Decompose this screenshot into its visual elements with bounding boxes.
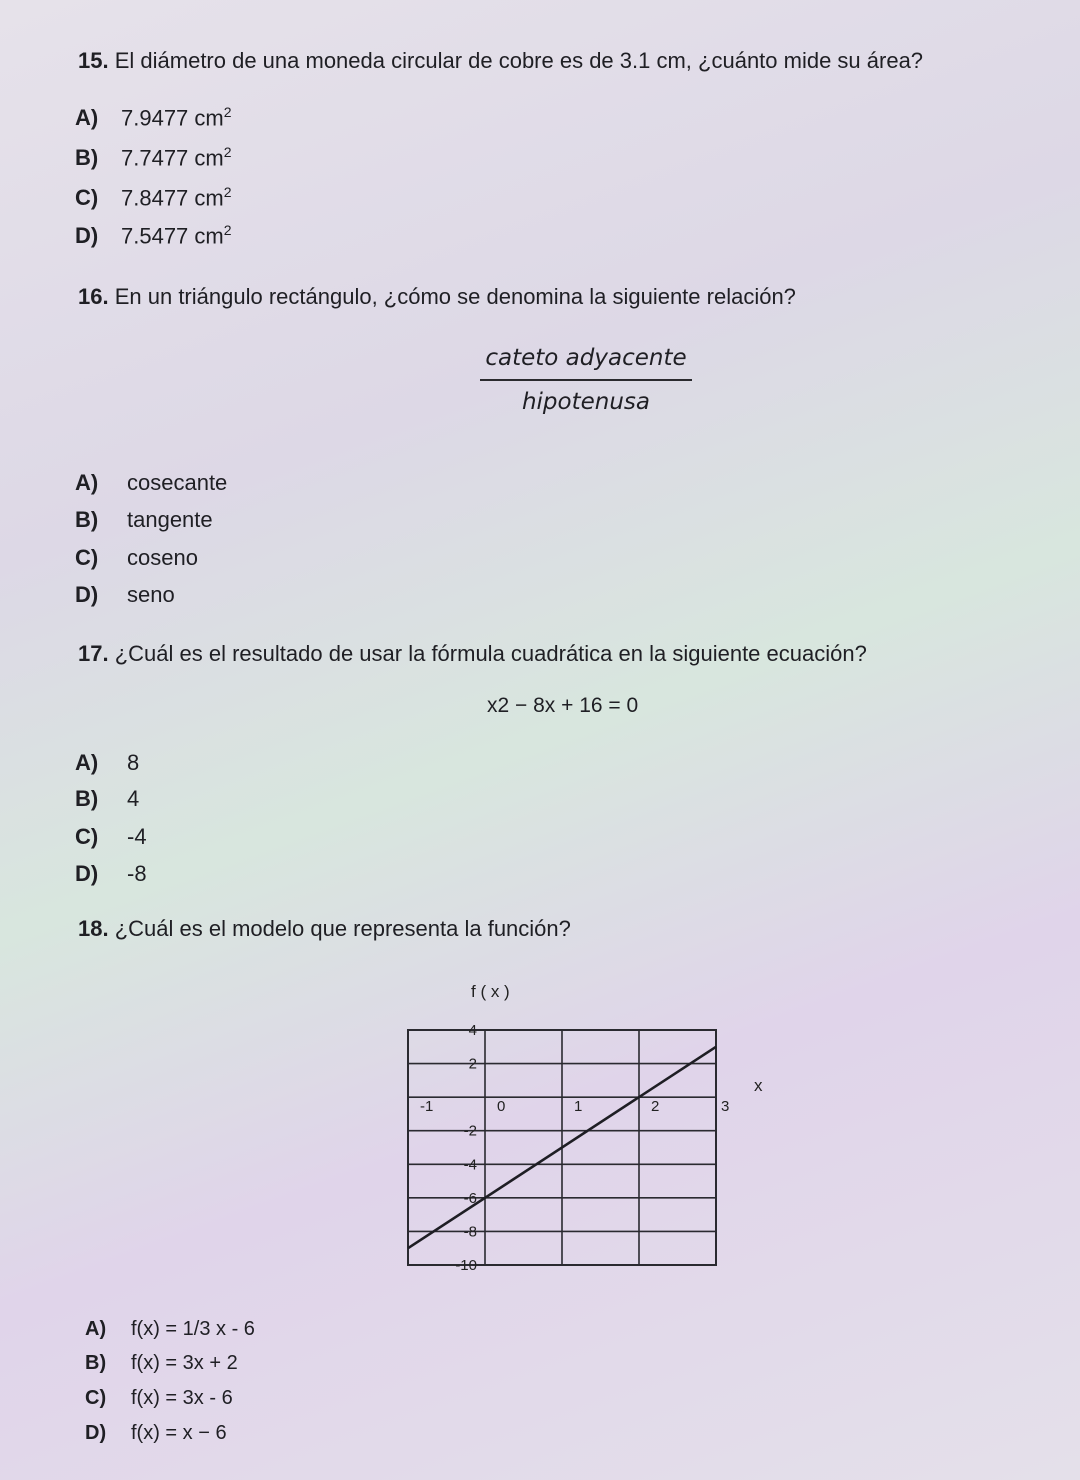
answer-option[interactable] (75, 184, 232, 211)
option-value: 7.5477 cm (121, 223, 224, 249)
option-letter: D) (75, 861, 99, 886)
option-value: 7.8477 cm (121, 185, 224, 211)
option-letter: C) (75, 185, 99, 211)
question-number: 16. (78, 284, 109, 309)
option-unit-exponent: 2 (223, 144, 232, 160)
option-letter: C) (75, 545, 99, 570)
option-value: f(x) = 3x - 6 (131, 1387, 233, 1409)
question-text: ¿Cuál es el resultado de usar la fórmula cuadrática en la siguiente ecuación? (114, 641, 867, 666)
answer-option[interactable] (75, 750, 139, 776)
x-tick-label: -1 (420, 1098, 434, 1116)
option-letter: C) (75, 824, 99, 849)
option-value: 7.7477 cm (121, 145, 224, 171)
option-letter: C) (85, 1387, 107, 1409)
question-16 (78, 284, 796, 310)
option-value: seno (127, 582, 175, 607)
question-text: ¿Cuál es el modelo que representa la función? (114, 916, 571, 941)
option-value: f(x) = 1/3 x - 6 (131, 1318, 255, 1340)
option-value: coseno (127, 545, 198, 570)
question-15 (78, 48, 923, 74)
y-tick-label: 4 (468, 1022, 477, 1039)
question-number: 15. (78, 48, 109, 73)
option-letter: D) (75, 582, 99, 607)
fraction-denominator: hipotenusa (521, 389, 651, 415)
x-tick-label: 1 (574, 1098, 583, 1116)
option-value: f(x) = x − 6 (131, 1422, 227, 1444)
option-letter: B) (85, 1352, 107, 1374)
answer-option[interactable] (85, 1352, 238, 1375)
x-axis-label: x (754, 1076, 763, 1096)
y-tick-label: -4 (463, 1156, 477, 1174)
answer-option[interactable] (75, 104, 232, 131)
ratio-fraction (480, 345, 692, 415)
question-number: 18. (78, 916, 109, 941)
answer-option[interactable] (75, 470, 227, 496)
option-value: tangente (127, 507, 213, 532)
option-letter: B) (75, 786, 99, 811)
option-unit-exponent: 2 (223, 104, 232, 120)
option-unit-exponent: 2 (223, 184, 232, 200)
option-value: cosecante (127, 470, 228, 495)
x-tick-label: 2 (651, 1098, 660, 1116)
answer-option[interactable] (85, 1318, 255, 1341)
option-value: f(x) = 3x + 2 (131, 1352, 238, 1374)
x-tick-label: 0 (497, 1098, 506, 1116)
answer-option[interactable] (75, 144, 232, 171)
y-tick-label: -6 (463, 1189, 477, 1207)
answer-option[interactable] (75, 824, 147, 850)
x-tick-label: 3 (721, 1098, 730, 1116)
y-tick-label: 2 (468, 1055, 477, 1073)
question-17 (78, 641, 867, 667)
function-graph (380, 975, 800, 1275)
answer-option[interactable] (75, 582, 175, 608)
fraction-numerator: cateto adyacente (480, 345, 692, 381)
option-letter: A) (75, 105, 99, 131)
option-letter: A) (85, 1318, 107, 1340)
answer-option[interactable] (75, 545, 198, 571)
question-18 (78, 916, 571, 942)
question-text: El diámetro de una moneda circular de cobre es de 3.1 cm, ¿cuánto mide su área? (114, 48, 924, 73)
answer-option[interactable] (85, 1387, 233, 1410)
y-tick-label: -8 (463, 1223, 477, 1241)
option-letter: B) (75, 145, 99, 171)
option-value: -8 (127, 861, 147, 886)
option-letter: D) (75, 223, 99, 249)
answer-option[interactable] (75, 222, 232, 249)
option-value: -4 (127, 824, 147, 849)
option-value: 7.9477 cm (121, 105, 224, 131)
answer-option[interactable] (75, 507, 213, 533)
y-tick-label: -2 (463, 1122, 477, 1140)
y-axis-label: f ( x ) (471, 982, 510, 1001)
answer-option[interactable] (75, 786, 139, 812)
option-letter: D) (85, 1422, 107, 1444)
option-value: 4 (127, 786, 140, 811)
question-number: 17. (78, 641, 109, 666)
option-letter: A) (75, 470, 99, 495)
y-tick-label: -10 (455, 1257, 477, 1274)
answer-option[interactable] (75, 861, 147, 887)
option-letter: B) (75, 507, 99, 532)
option-value: 8 (127, 750, 140, 775)
option-letter: A) (75, 750, 99, 775)
answer-option[interactable] (85, 1422, 227, 1445)
question-text: En un triángulo rectángulo, ¿cómo se denomina la siguiente relación? (114, 284, 796, 309)
quadratic-equation: x2 − 8x + 16 = 0 (487, 694, 639, 717)
option-unit-exponent: 2 (223, 222, 232, 238)
